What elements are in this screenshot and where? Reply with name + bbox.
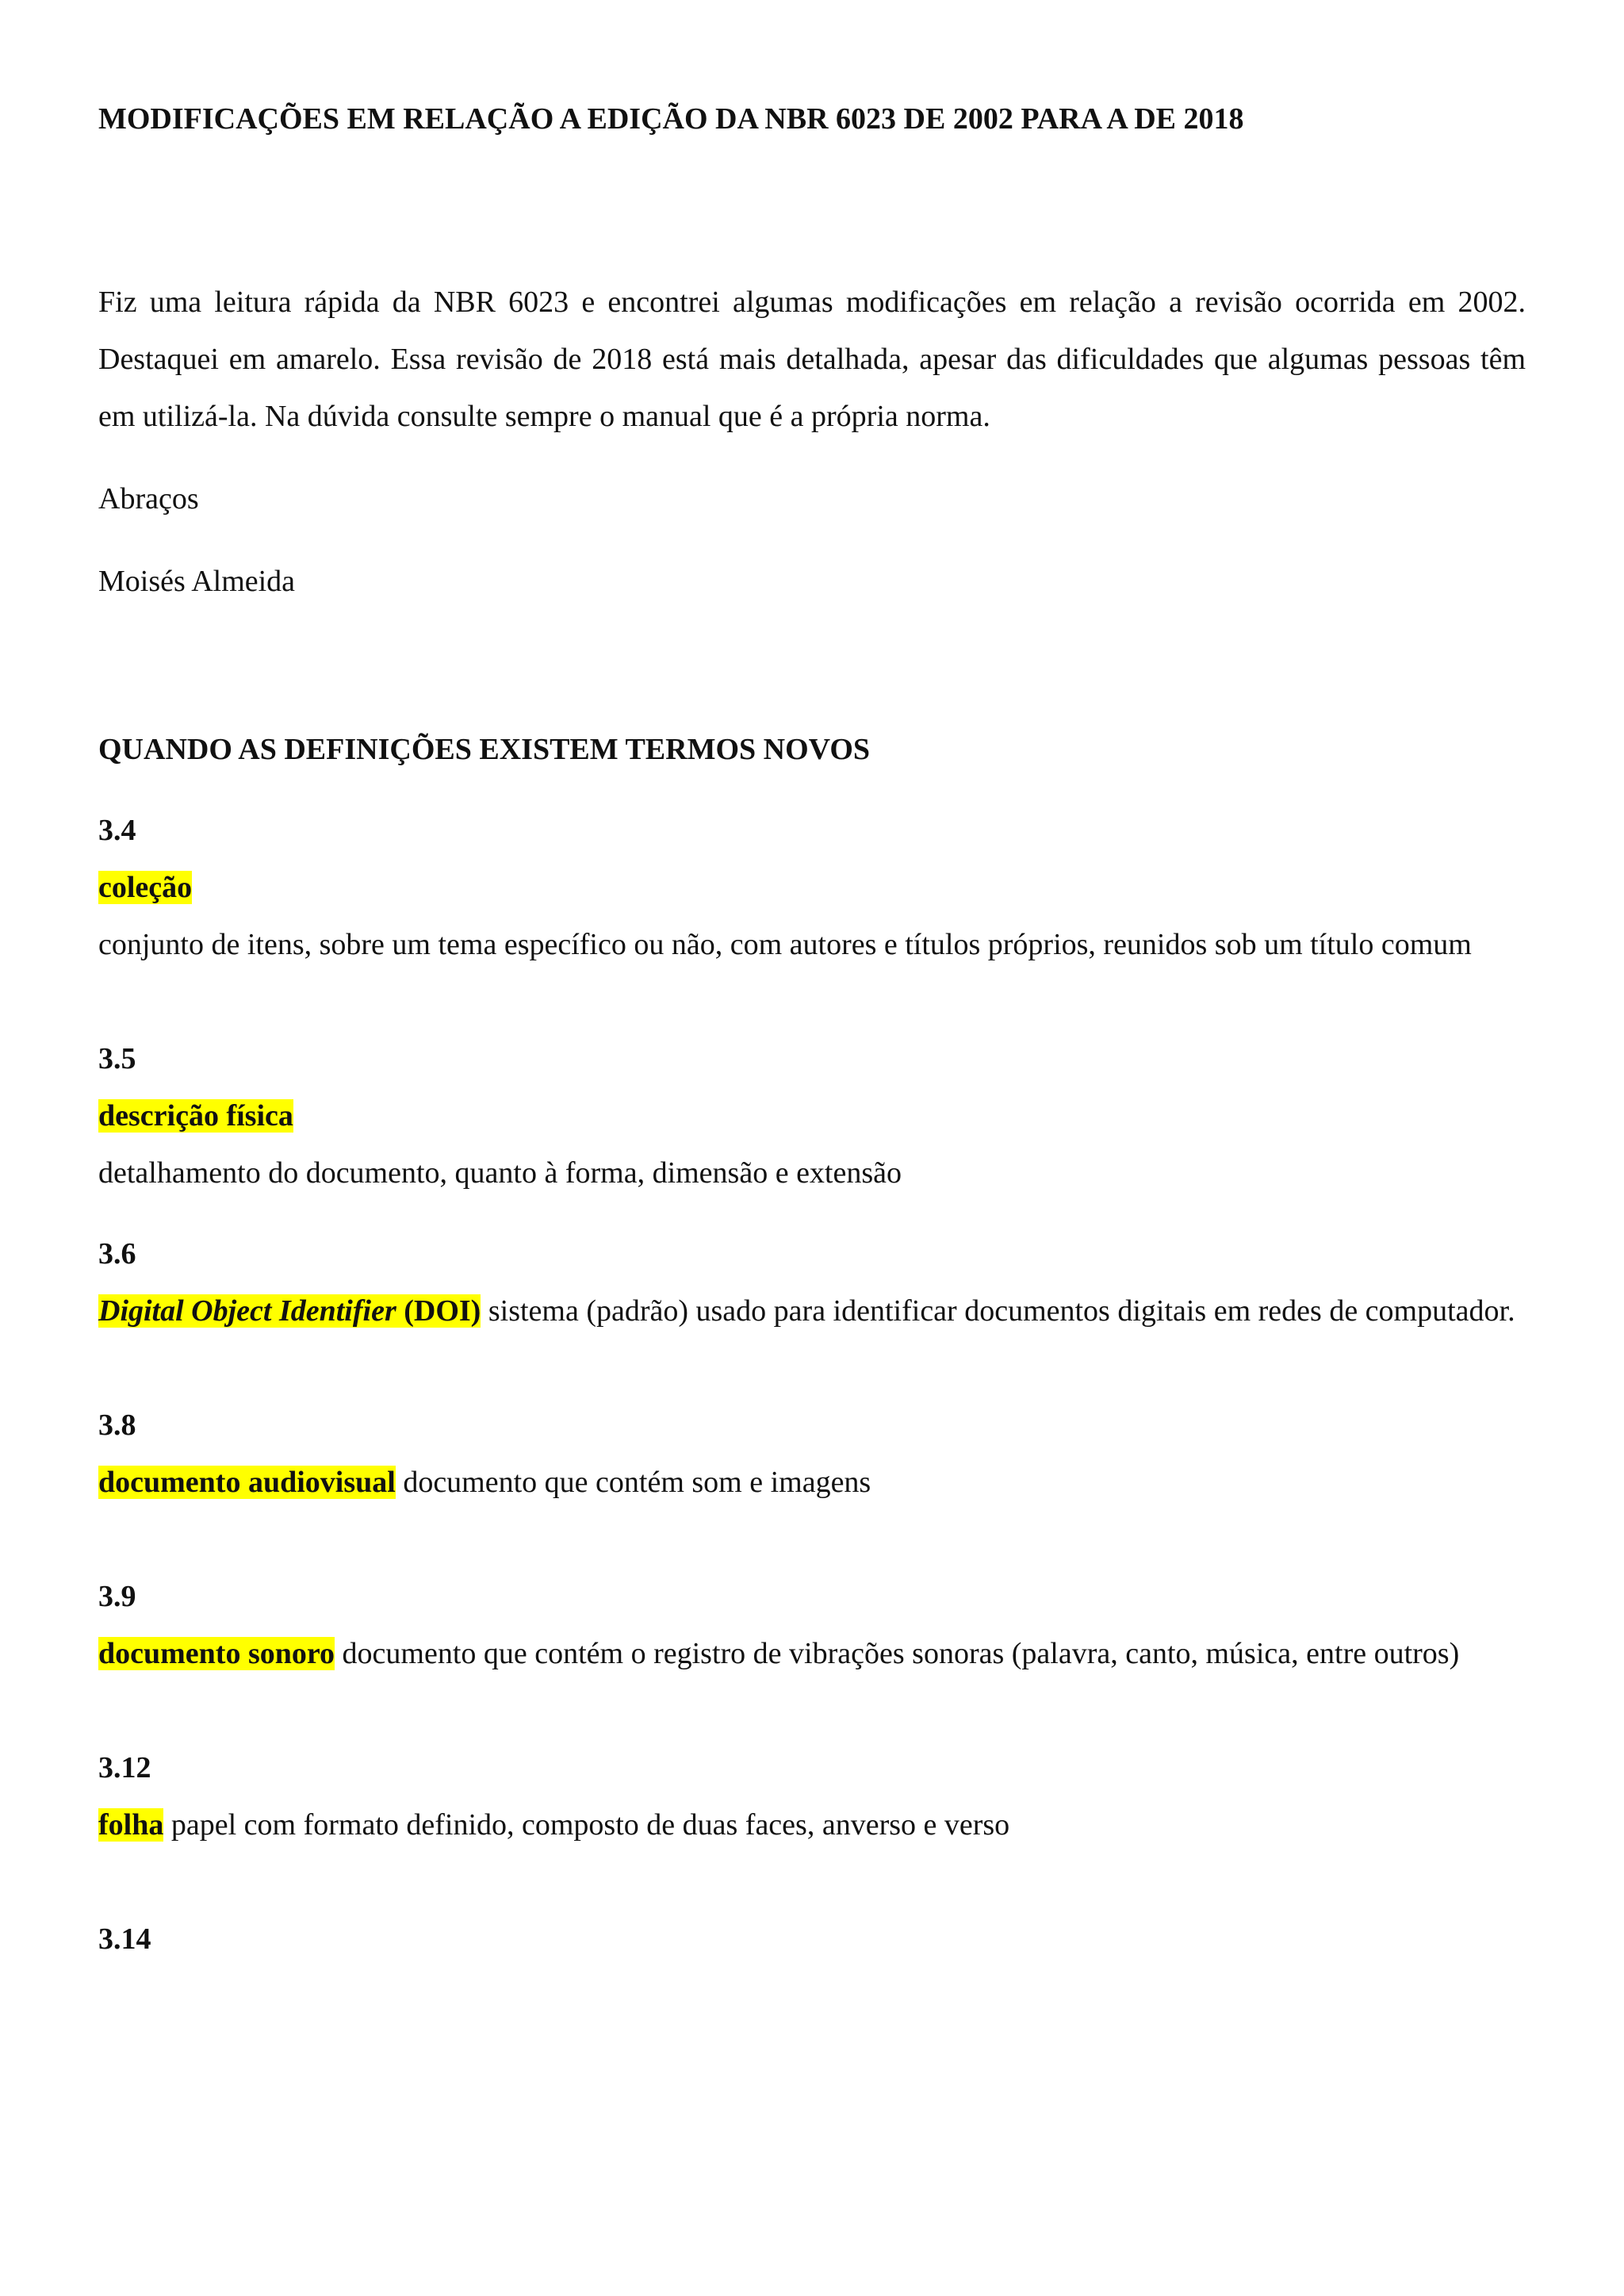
section-heading: QUANDO AS DEFINIÇÕES EXISTEM TERMOS NOVOS [98,733,871,766]
entry-number: 3.6 [98,1237,136,1271]
entry-definition: conjunto de itens, sobre um tema específico ou não, com autores e títulos próprios, reunidos sob um título comum [98,928,1472,961]
signature-text: Moisés Almeida [98,565,296,598]
highlighted-term-suffix: (DOI) [396,1294,481,1328]
entry-term-definition [98,1625,1526,1682]
entry-term-definition [98,1454,1526,1511]
entry-number: 3.8 [98,1409,136,1442]
definition-entry-3-8 [98,1397,1526,1511]
definition-entry-3-6 [98,1225,1526,1340]
highlighted-term: descrição física [98,1099,293,1133]
definition-entry-3-14 [98,1911,1526,1968]
document-title: MODIFICAÇÕES EM RELAÇÃO A EDIÇÃO DA NBR 6023 DE 2002 PARA A DE 2018 [98,102,1244,136]
intro-paragraph: Fiz uma leitura rápida da NBR 6023 e encontrei algumas modificações em relação a revisão ocorrida em 2002. Destaquei em amarelo. Essa revisão de 2018 está mais detalhada, apesar das dificuldades que algumas pessoas têm em utilizá-la. Na dúvida consulte sempre o manual que é a própria norma. [98,286,1526,433]
definition-entry-3-5 [98,1030,1526,1202]
entry-term-definition [98,1282,1526,1340]
definition-entry-3-4 [98,802,1526,973]
entry-number: 3.9 [98,1580,136,1613]
entry-number: 3.12 [98,1751,151,1784]
highlighted-term: documento sonoro [98,1637,335,1670]
entry-definition: sistema (padrão) usado para identificar documentos digitais em redes de computador. [481,1294,1515,1328]
entry-definition: documento que contém o registro de vibrações sonoras (palavra, canto, música, entre outros) [335,1637,1460,1670]
highlighted-term: coleção [98,871,193,904]
entry-number: 3.4 [98,814,136,847]
highlighted-term-italic: Digital Object Identifier [98,1294,396,1328]
entry-term-line [98,1087,1526,1144]
highlighted-term: folha [98,1808,164,1842]
entry-definition: documento que contém som e imagens [395,1466,871,1499]
definition-entry-3-12 [98,1739,1526,1853]
highlighted-term: documento audiovisual [98,1466,396,1499]
entry-number: 3.5 [98,1042,136,1075]
entry-term-definition [98,1796,1526,1853]
closing-text: Abraços [98,482,199,516]
highlighted-term [98,1294,481,1328]
document-content [98,87,1526,1968]
entry-definition: detalhamento do documento, quanto à forma, dimensão e extensão [98,1156,902,1190]
entry-term-line [98,859,1526,916]
entry-definition: papel com formato definido, composto de duas faces, anverso e verso [163,1808,1010,1842]
definition-entry-3-9 [98,1568,1526,1682]
entry-number: 3.14 [98,1922,151,1956]
